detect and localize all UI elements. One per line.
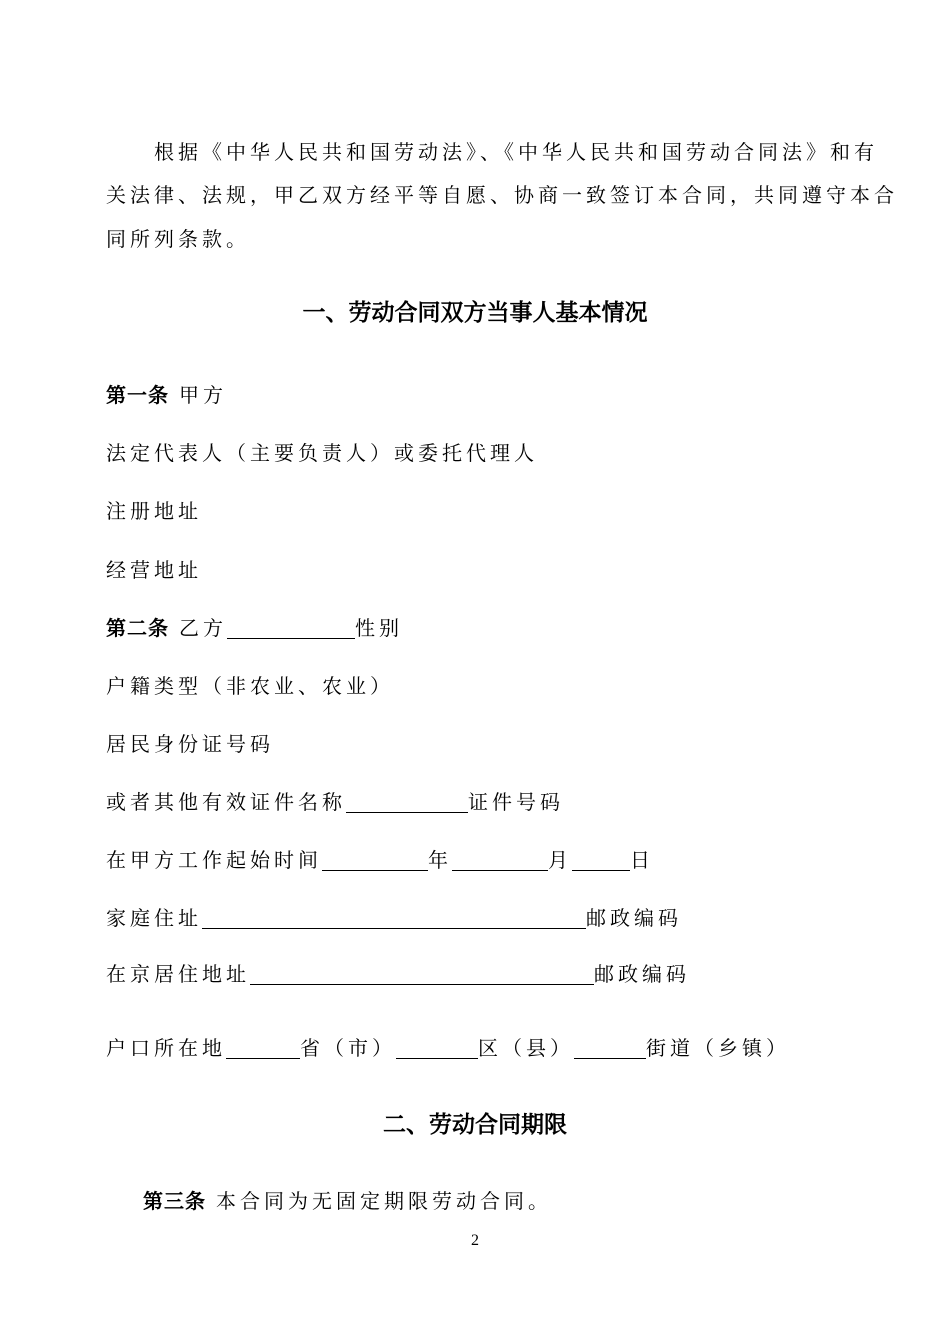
other-id-line <box>106 788 564 816</box>
year-label: 年 <box>428 848 452 872</box>
day-blank[interactable] <box>572 848 630 871</box>
article-2 <box>106 614 403 642</box>
home-address-blank[interactable] <box>202 906 586 929</box>
article-1-label: 第一条 <box>106 383 169 407</box>
id-number: 居民身份证号码 <box>106 732 274 756</box>
intro-line-3: 同所列条款。 <box>106 227 250 251</box>
article-3-label: 第三条 <box>143 1189 206 1213</box>
article-1 <box>106 381 227 409</box>
gender-label: 性别 <box>355 616 403 640</box>
start-time-line <box>106 846 654 874</box>
home-postcode-label: 邮政编码 <box>586 906 682 930</box>
section-2-title: 二、劳动合同期限 <box>383 1112 567 1138</box>
month-blank[interactable] <box>452 848 548 871</box>
section-1-title: 一、劳动合同双方当事人基本情况 <box>302 300 648 326</box>
start-time-label: 在甲方工作起始时间 <box>106 848 322 872</box>
province-label: 省（市） <box>300 1036 396 1060</box>
province-blank[interactable] <box>226 1036 300 1059</box>
intro-line-1: 根据《中华人民共和国劳动法》、《中华人民共和国劳动合同法》和有 <box>154 140 878 164</box>
beijing-postcode-label: 邮政编码 <box>594 962 690 986</box>
year-blank[interactable] <box>322 848 428 871</box>
street-label: 街道（乡镇） <box>646 1036 790 1060</box>
district-blank[interactable] <box>396 1036 478 1059</box>
beijing-address-blank[interactable] <box>250 962 594 985</box>
article-3-text: 本合同为无固定期限劳动合同。 <box>216 1189 552 1213</box>
article-3 <box>143 1187 552 1215</box>
day-label: 日 <box>630 848 654 872</box>
other-id-name-label: 或者其他有效证件名称 <box>106 790 346 814</box>
district-label: 区（县） <box>478 1036 574 1060</box>
hukou-line <box>106 1034 790 1062</box>
hukou-label: 户口所在地 <box>106 1036 226 1060</box>
legal-representative: 法定代表人（主要负责人）或委托代理人 <box>106 441 538 465</box>
article-2-label: 第二条 <box>106 616 169 640</box>
other-id-number-label: 证件号码 <box>468 790 564 814</box>
intro-line-2: 关法律、法规，甲乙双方经平等自愿、协商一致签订本合同，共同遵守本合 <box>106 183 898 207</box>
street-blank[interactable] <box>574 1036 646 1059</box>
registered-address: 注册地址 <box>106 499 202 523</box>
other-id-name-blank[interactable] <box>346 790 468 813</box>
business-address: 经营地址 <box>106 558 202 582</box>
article-1-text: 甲方 <box>179 383 227 407</box>
month-label: 月 <box>548 848 572 872</box>
beijing-address-line <box>106 960 690 988</box>
household-type: 户籍类型（非农业、农业） <box>106 674 394 698</box>
beijing-address-label: 在京居住地址 <box>106 962 250 986</box>
home-address-label: 家庭住址 <box>106 906 202 930</box>
article-2-text: 乙方 <box>179 616 227 640</box>
name-blank[interactable] <box>227 616 355 639</box>
page-number: 2 <box>471 1232 479 1249</box>
home-address-line <box>106 904 682 932</box>
